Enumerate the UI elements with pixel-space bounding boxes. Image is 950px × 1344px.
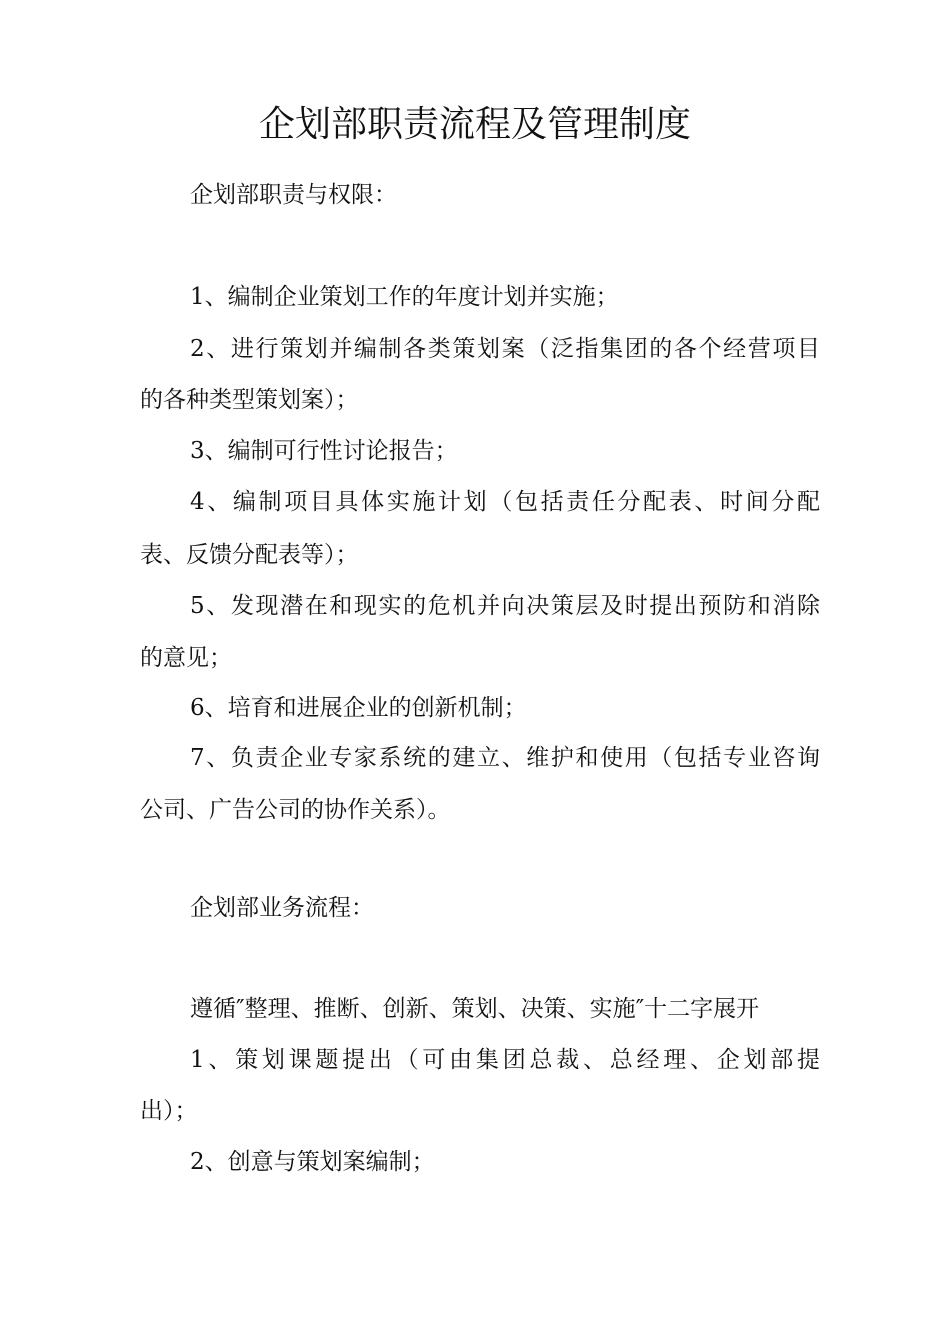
list-item-2-line-2: 的各种类型策划案）； xyxy=(140,387,359,413)
list-item-5-line-2: 的意见； xyxy=(140,645,232,671)
section-heading-responsibilities: 企划部职责与权限： xyxy=(190,182,397,208)
section-heading-workflow: 企划部业务流程： xyxy=(190,895,374,921)
list-item-6: 6、培育和进展企业的创新机制； xyxy=(190,695,527,721)
workflow-principle: 遵循″整理、推断、创新、策划、决策、实施″十二字展开 xyxy=(190,996,760,1022)
workflow-step-1-line-1: 1、策划课题提出（可由集团总裁、总经理、企划部提 xyxy=(190,1047,820,1073)
list-item-2-line-1: 2、进行策划并编制各类策划案（泛指集团的各个经营项目 xyxy=(190,336,820,362)
workflow-step-2: 2、创意与策划案编制； xyxy=(190,1149,435,1175)
list-item-1: 1、编制企业策划工作的年度计划并实施； xyxy=(190,284,619,310)
workflow-step-1-line-2: 出）； xyxy=(140,1098,198,1124)
page-title: 企划部职责流程及管理制度 xyxy=(258,104,691,145)
list-item-3: 3、编制可行性讨论报告； xyxy=(190,438,458,464)
list-item-7-line-2: 公司、广告公司的协作关系）。 xyxy=(140,797,451,823)
list-item-5-line-1: 5、发现潜在和现实的危机并向决策层及时提出预防和消除 xyxy=(190,593,820,619)
list-item-7-line-1: 7、负责企业专家系统的建立、维护和使用（包括专业咨询 xyxy=(190,745,820,771)
list-item-4-line-1: 4、编制项目具体实施计划（包括责任分配表、时间分配 xyxy=(190,489,820,515)
list-item-4-line-2: 表、反馈分配表等）； xyxy=(140,542,359,568)
